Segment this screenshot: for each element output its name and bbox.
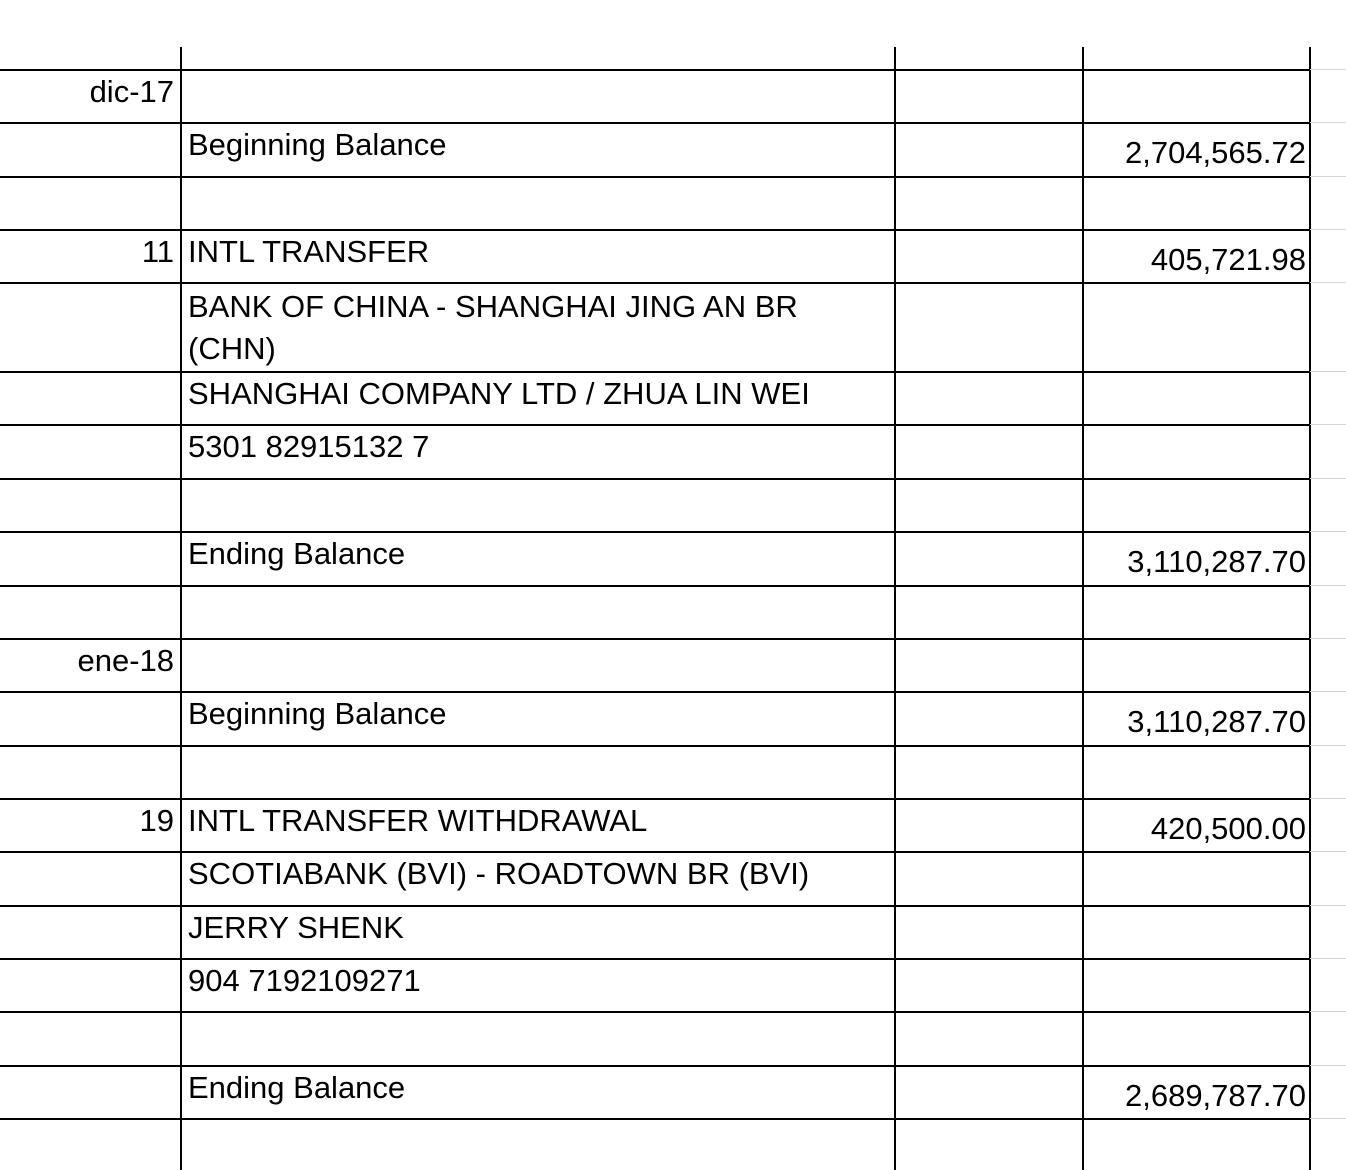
column-divider [1309,47,1311,1170]
gridline [1310,229,1346,230]
row-divider [0,585,1310,587]
cell-a-row-14[interactable]: 19 [139,803,174,838]
cell-a-row-11[interactable]: ene-18 [77,643,174,678]
gridline [1310,424,1346,425]
row-divider [0,745,1310,747]
cell-d-row-12[interactable]: 3,110,287.70 [1127,704,1306,739]
row-divider [0,424,1310,426]
row-divider [0,531,1310,533]
row-divider [0,69,1310,71]
gridline [1310,798,1346,799]
row-divider [0,798,1310,800]
row-divider [0,478,1310,480]
cell-b-row-15[interactable]: SCOTIABANK (BVI) - ROADTOWN BR (BVI) [188,856,810,891]
cell-d-row-9[interactable]: 3,110,287.70 [1127,544,1306,579]
cell-b-row-4[interactable]: INTL TRANSFER [188,234,430,269]
row-divider [0,229,1310,231]
gridline [1310,282,1346,283]
cell-b-row-7[interactable]: 5301 82915132 7 [188,429,430,464]
row-divider [0,1118,1310,1120]
row-divider [0,691,1310,693]
cell-b-row-2[interactable]: Beginning Balance [188,127,447,162]
column-divider [1082,47,1084,1170]
gridline [1310,69,1346,70]
cell-b-row-9[interactable]: Ending Balance [188,536,406,571]
row-divider [0,958,1310,960]
cell-d-row-19[interactable]: 2,689,787.70 [1124,1078,1306,1113]
gridline [1310,176,1346,177]
cell-b-row-5[interactable]: BANK OF CHINA - SHANGHAI JING AN BR (CHN) [188,289,798,366]
cell-b-row-14[interactable]: INTL TRANSFER WITHDRAWAL [188,803,648,838]
row-divider [0,371,1310,373]
row-divider [0,176,1310,178]
gridline [1310,745,1346,746]
gridline [1310,122,1346,123]
gridline [1310,691,1346,692]
cell-b-row-16[interactable]: JERRY SHENK [188,910,404,945]
gridline [1310,638,1346,639]
row-divider [0,122,1310,124]
cell-b-row-6[interactable]: SHANGHAI COMPANY LTD / ZHUA LIN WEI [188,376,810,411]
row-divider [0,638,1310,640]
gridline [1310,958,1346,959]
gridline [1310,371,1346,372]
gridline [1310,1118,1346,1119]
row-divider [0,905,1310,907]
gridline [1310,1011,1346,1012]
row-divider [0,1065,1310,1067]
gridline [1310,851,1346,852]
row-divider [0,1011,1310,1013]
gridline [1310,905,1346,906]
cell-a-row-1[interactable]: dic-17 [89,74,174,109]
cell-d-row-14[interactable]: 420,500.00 [1150,811,1306,846]
gridline [1310,585,1346,586]
cell-b-row-12[interactable]: Beginning Balance [188,696,447,731]
row-divider [0,282,1310,284]
cell-b-row-19[interactable]: Ending Balance [188,1070,406,1105]
cell-b-row-17[interactable]: 904 7192109271 [188,963,421,998]
row-divider [0,851,1310,853]
column-divider [894,47,896,1170]
gridline [1310,478,1346,479]
cell-a-row-4[interactable]: 11 [141,234,174,269]
gridline [1310,531,1346,532]
cell-d-row-2[interactable]: 2,704,565.72 [1124,135,1306,170]
cell-d-row-4[interactable]: 405,721.98 [1150,242,1306,277]
gridline [1310,1065,1346,1066]
column-divider [180,47,182,1170]
